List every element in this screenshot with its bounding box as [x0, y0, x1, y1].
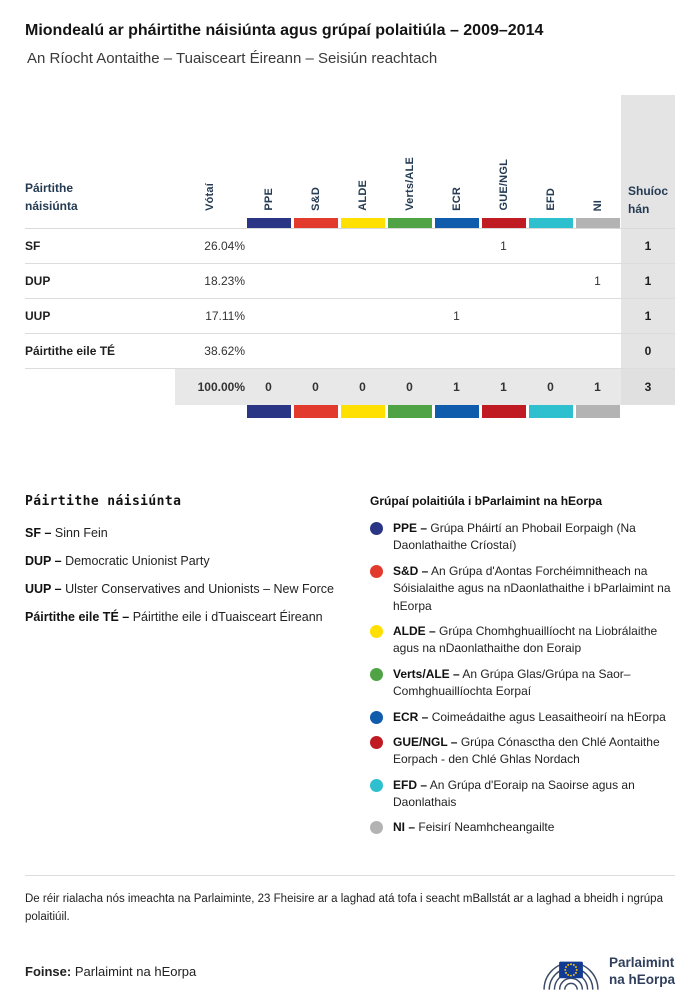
column-header-gue-ngl: GUE/NGL: [497, 159, 510, 211]
group-seat-cell: [433, 264, 480, 299]
sd-color-bar: [294, 218, 338, 228]
ep-logo: [542, 951, 675, 993]
table-row-uup: [25, 299, 675, 334]
group-seat-cell: [292, 229, 339, 264]
legend-item-uup: [25, 580, 370, 598]
group-seat-cell: 1: [574, 264, 621, 299]
legend-desc: Coimeádaithe agus Leasaitheoirí na hEorpa: [431, 709, 666, 724]
table-color-bars-row: [25, 405, 675, 418]
party-name: SF: [25, 229, 175, 264]
group-seat-cell: [574, 299, 621, 334]
footer-divider: [25, 875, 675, 876]
group-seat-cell: [386, 229, 433, 264]
legend-desc: Sinn Fein: [54, 526, 108, 540]
total-group-seats: 1: [433, 369, 480, 406]
seats-total: 1: [621, 229, 675, 264]
total-group-seats: 0: [292, 369, 339, 406]
group-seat-cell: [292, 334, 339, 369]
alde-color-bar: [341, 405, 385, 418]
legend-abbr: NI –: [393, 820, 416, 835]
ppe-color-dot: [370, 522, 383, 535]
column-header-alde: ALDE: [356, 180, 369, 211]
source: [25, 964, 196, 979]
efd-color-bar: [529, 405, 573, 418]
legend-header-political-groups: Grúpaí polaitiúla i bParlaimint na hEorpa: [370, 494, 603, 508]
total-group-seats: 0: [245, 369, 292, 406]
group-seat-cell: [245, 299, 292, 334]
ep-logo-line1: Parlaimint: [608, 954, 675, 970]
source-text: Parlaimint na hEorpa: [74, 964, 197, 980]
group-seat-cell: [386, 264, 433, 299]
table-total-row: [25, 369, 675, 406]
group-seat-cell: [480, 334, 527, 369]
legend-abbr: DUP –: [25, 554, 62, 569]
group-seat-cell: [527, 229, 574, 264]
ppe-color-bar: [247, 218, 291, 228]
page-subtitle: An Ríocht Aontaithe – Tuaisceart Éireann – Seisiún reachtach: [27, 50, 438, 67]
page-title: Miondealú ar pháirtithe náisiúnta agus grúpaí polaitiúla – 2009–2014: [25, 22, 544, 39]
ni-color-bar: [576, 218, 620, 228]
ep-logo-icon: [542, 951, 600, 993]
verts-ale-color-bar: [388, 405, 432, 418]
seats-total: 0: [621, 334, 675, 369]
ni-color-dot: [370, 821, 383, 834]
sd-color-dot: [370, 565, 383, 578]
column-header-ecr: ECR: [450, 187, 463, 211]
ecr-color-dot: [370, 711, 383, 724]
alde-color-bar: [341, 218, 385, 228]
legend-text: [393, 666, 675, 701]
legend-abbr: EFD –: [393, 777, 428, 792]
legend-item-dup: [25, 552, 370, 570]
legend-text: [393, 520, 675, 555]
column-header-ppe: PPE: [262, 188, 275, 211]
group-seat-cell: [386, 299, 433, 334]
legend-desc: Grúpa Chomhghuaillíocht na Liobrálaithe agus na nDaonlathaithe don Eoraip: [393, 623, 658, 656]
results-table: [25, 95, 675, 418]
legend-abbr: S&D –: [393, 563, 429, 578]
efd-color-bar: [529, 218, 573, 228]
legend-abbr: ECR –: [393, 709, 429, 724]
group-seat-cell: [574, 334, 621, 369]
legend-text: [393, 819, 554, 836]
column-header-seats: Shuíochán: [628, 184, 669, 216]
group-seat-cell: [245, 229, 292, 264]
table-row-dup: [25, 264, 675, 299]
group-seat-cell: [480, 264, 527, 299]
legend-abbr: GUE/NGL –: [393, 734, 458, 749]
group-seat-cell: [433, 334, 480, 369]
legend-abbr: ALDE –: [393, 623, 436, 638]
legend-text: [393, 777, 675, 812]
ep-logo-text: [609, 955, 675, 989]
legend-item-other: [25, 608, 370, 626]
total-group-seats: 0: [527, 369, 574, 406]
gue-ngl-color-dot: [370, 736, 383, 749]
column-header-verts-ale: Verts/ALE: [403, 157, 416, 211]
table-header-row: [25, 95, 675, 229]
total-group-seats: 1: [574, 369, 621, 406]
legend-item-sd: [370, 563, 675, 615]
legend-desc: Grúpa Cónasctha den Chlé Aontaithe Eorpach - den Chlé Ghlas Nordach: [393, 734, 660, 767]
group-seat-cell: [433, 229, 480, 264]
verts-ale-color-bar: [388, 218, 432, 228]
source-label: Foinse:: [25, 964, 72, 980]
alde-color-dot: [370, 625, 383, 638]
column-header-ni: NI: [591, 199, 604, 211]
column-header-sd: S&D: [309, 187, 322, 211]
legend-item-alde: [370, 623, 675, 658]
seats-total: 1: [621, 299, 675, 334]
party-name: DUP: [25, 264, 175, 299]
legend-item-verts-ale: [370, 666, 675, 701]
source-row: [25, 951, 675, 993]
total-group-seats: 0: [339, 369, 386, 406]
legend-desc: Páirtithe eile i dTuaisceart Éireann: [132, 610, 323, 625]
legend-item-ppe: [370, 520, 675, 555]
legend-abbr: PPE –: [393, 521, 428, 535]
legend-desc: An Grúpa d'Eoraip na Saoirse agus an Daonlathais: [393, 777, 635, 810]
group-seat-cell: [245, 264, 292, 299]
legend-desc: Grúpa Pháirtí an Phobail Eorpaigh (Na Daonlathaithe Críostaí): [393, 521, 636, 553]
group-seat-cell: [292, 264, 339, 299]
legend-text: [393, 623, 675, 658]
legend-text: [393, 709, 666, 726]
votes-value: 26.04%: [175, 229, 245, 264]
legend-item-sf: [25, 524, 370, 542]
national-parties-legend: [25, 494, 370, 845]
group-seat-cell: 1: [433, 299, 480, 334]
ecr-color-bar: [435, 405, 479, 418]
group-seat-cell: [339, 229, 386, 264]
legend-item-gue-ngl: [370, 734, 675, 769]
votes-value: 38.62%: [175, 334, 245, 369]
group-seat-cell: 1: [480, 229, 527, 264]
party-name: UUP: [25, 299, 175, 334]
legend-desc: Feisirí Neamhcheangailte: [418, 820, 555, 835]
efd-color-dot: [370, 779, 383, 792]
legend: [25, 494, 675, 845]
legend-desc: An Grúpa d'Aontas Forchéimnitheach na Sóisialaithe agus na nDaonlathaithe i bParlaimint na hEorpa: [393, 563, 671, 613]
infographic-page: [25, 0, 675, 993]
legend-text: [393, 734, 675, 769]
total-row-label: [25, 369, 175, 406]
ecr-color-bar: [435, 218, 479, 228]
group-seat-cell: [527, 299, 574, 334]
legend-abbr: UUP –: [25, 582, 62, 597]
sd-color-bar: [294, 405, 338, 418]
legend-item-ni: [370, 819, 675, 836]
legend-abbr: Páirtithe eile TÉ –: [25, 610, 130, 625]
legend-abbr: SF –: [25, 526, 52, 540]
group-seat-cell: [339, 299, 386, 334]
table-row-other-parties: [25, 334, 675, 369]
legend-item-efd: [370, 777, 675, 812]
column-header-votes: Vótaí: [204, 183, 216, 211]
group-seat-cell: [527, 264, 574, 299]
votes-value: 18.23%: [175, 264, 245, 299]
ep-logo-line2: na hEorpa: [608, 971, 675, 987]
group-seat-cell: [339, 264, 386, 299]
gue-ngl-color-bar: [482, 218, 526, 228]
group-seat-cell: [527, 334, 574, 369]
footnote: De réir rialacha nós imeachta na Parlaiminte, 23 Fheisire ar a laghad atá tofa i seacht mBallstát ar a laghad a bheidh i ngrúpa polaitiúil.: [25, 892, 663, 924]
votes-value: 17.11%: [175, 299, 245, 334]
table-row-sf: [25, 229, 675, 264]
column-header-efd: EFD: [544, 188, 557, 211]
total-votes: 100.00%: [175, 369, 245, 406]
group-seat-cell: [480, 299, 527, 334]
legend-text: [393, 563, 675, 615]
ni-color-bar: [576, 405, 620, 418]
legend-desc: An Grúpa Glas/Grúpa na Saor–Comhghuaillíochta Eorpaí: [393, 666, 631, 699]
total-group-seats: 0: [386, 369, 433, 406]
total-group-seats: 1: [480, 369, 527, 406]
group-seat-cell: [386, 334, 433, 369]
gue-ngl-color-bar: [482, 405, 526, 418]
column-header-parties: Páirtithe náisiúnta: [25, 180, 78, 214]
political-groups-legend: [370, 494, 675, 845]
legend-desc: Democratic Unionist Party: [65, 554, 210, 569]
group-seat-cell: [339, 334, 386, 369]
legend-header-national-parties: Páirtithe náisiúnta: [25, 494, 182, 509]
ppe-color-bar: [247, 405, 291, 418]
seats-total: 1: [621, 264, 675, 299]
group-seat-cell: [292, 299, 339, 334]
legend-abbr: Verts/ALE –: [393, 666, 460, 681]
legend-desc: Ulster Conservatives and Unionists – New Force: [65, 582, 334, 597]
verts-ale-color-dot: [370, 668, 383, 681]
group-seat-cell: [245, 334, 292, 369]
group-seat-cell: [574, 229, 621, 264]
grand-total-seats: 3: [621, 369, 675, 406]
party-name: Páirtithe eile TÉ: [25, 334, 175, 369]
legend-item-ecr: [370, 709, 675, 726]
